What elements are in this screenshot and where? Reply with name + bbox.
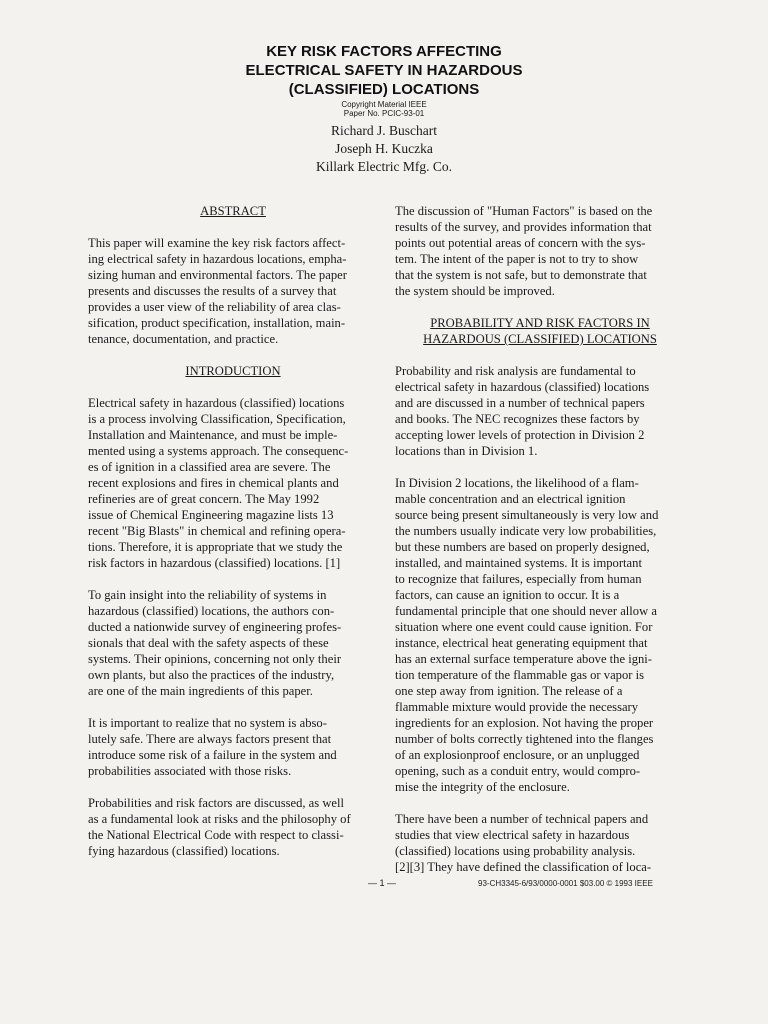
text-line: lutely safe. There are always factors present that	[88, 732, 332, 746]
copyright-line: Copyright Material IEEE	[341, 100, 427, 109]
text-line: accepting lower levels of protection in Division 2	[395, 428, 645, 442]
title-line: (CLASSIFIED) LOCATIONS	[288, 81, 480, 98]
text-line: This paper will examine the key risk factors affect-	[88, 236, 346, 250]
text-line: introduce some risk of a failure in the system and	[88, 748, 337, 762]
text-line: is a process involving Classification, Specification,	[88, 412, 346, 426]
text-line: ducted a nationwide survey of engineering profes-	[88, 620, 342, 634]
introduction-paragraph	[88, 395, 378, 571]
text-line: presents and discusses the results of a survey that	[88, 284, 337, 298]
text-line: of an explosionproof enclosure, or an unplugged	[395, 748, 640, 762]
text-line: es of ignition in a classified area are severe. The	[88, 460, 331, 474]
text-line: fying hazardous (classified) locations.	[88, 844, 280, 858]
text-line: instance, electrical heat generating equipment that	[395, 636, 648, 650]
section-heading	[395, 315, 685, 347]
text-line: refineries are of great concern. The May 1992	[88, 492, 320, 506]
author-block	[0, 122, 768, 176]
abstract-paragraph	[88, 235, 378, 347]
title-line: KEY RISK FACTORS AFFECTING	[266, 43, 502, 60]
text-line: mented using a systems approach. The consequenc-	[88, 444, 349, 458]
text-line: own plants, but also the practices of the industry,	[88, 668, 335, 682]
text-line: fundamental principle that one should never allow a	[395, 604, 657, 618]
text-line: locations than in Division 1.	[395, 444, 538, 458]
text-line: sification, product specification, installation, main-	[88, 316, 346, 330]
introduction-paragraph	[88, 587, 378, 699]
text-line: provides a user view of the reliability of area clas-	[88, 300, 341, 314]
author-name: Joseph H. Kuczka	[335, 141, 433, 156]
page-number: — 1 —	[368, 878, 397, 888]
text-line: number of bolts correctly tightened into the flanges	[395, 732, 654, 746]
publication-code: 93-CH3345-6/93/0000-0001 $03.00 © 1993 IEEE	[478, 879, 653, 888]
text-line: as a fundamental look at risks and the philosophy of	[88, 812, 351, 826]
text-line: sionals that deal with the safety aspects of these	[88, 636, 329, 650]
introduction-paragraph	[88, 795, 378, 859]
paper-title	[0, 42, 768, 99]
text-line: In Division 2 locations, the likelihood of a flam-	[395, 476, 639, 490]
text-line: flammable mixture would provide the necessary	[395, 700, 639, 714]
text-line: the National Electrical Code with respect to classi-	[88, 828, 344, 842]
right-column	[395, 203, 685, 875]
introduction-heading: INTRODUCTION	[185, 364, 281, 378]
text-line: source being present simultaneously is very low and	[395, 508, 659, 522]
text-line: are one of the main ingredients of this paper.	[88, 684, 313, 698]
text-line: one step away from ignition. The release of a	[395, 684, 623, 698]
text-line: tenance, documentation, and practice.	[88, 332, 279, 346]
text-line: hazardous (classified) locations, the authors con-	[88, 604, 335, 618]
text-line: and are discussed in a number of technical papers	[395, 396, 645, 410]
body-paragraph	[395, 363, 685, 459]
text-line: the numbers usually indicate very low probabilities,	[395, 524, 657, 538]
text-line: The discussion of "Human Factors" is based on the	[395, 204, 653, 218]
copyright-notice	[0, 100, 768, 118]
text-line: results of the survey, and provides information that	[395, 220, 652, 234]
text-line: It is important to realize that no system is abso-	[88, 716, 327, 730]
text-line: ing electrical safety in hazardous locations, empha-	[88, 252, 347, 266]
text-line: Installation and Maintenance, and must be imple-	[88, 428, 338, 442]
body-paragraph	[395, 203, 685, 299]
text-line: opening, such as a conduit entry, would compro-	[395, 764, 641, 778]
text-line: tem. The intent of the paper is not to try to show	[395, 252, 639, 266]
text-line: mable concentration and an electrical ignition	[395, 492, 626, 506]
text-line: points out potential areas of concern with the sys-	[395, 236, 646, 250]
title-line: ELECTRICAL SAFETY IN HAZARDOUS	[245, 62, 523, 79]
text-line: situation where one event could cause ignition. For	[395, 620, 653, 634]
section-heading-line: HAZARDOUS (CLASSIFIED) LOCATIONS	[423, 332, 657, 346]
text-line: studies that view electrical safety in hazardous	[395, 828, 630, 842]
text-line: to recognize that failures, especially from human	[395, 572, 642, 586]
body-paragraph	[395, 811, 685, 875]
left-column	[88, 203, 378, 859]
text-line: has an external surface temperature above the igni-	[395, 652, 652, 666]
text-line: systems. Their opinions, concerning not only their	[88, 652, 342, 666]
text-line: but these numbers are based on properly designed,	[395, 540, 650, 554]
text-line: issue of Chemical Engineering magazine lists 13	[88, 508, 334, 522]
text-line: mise the integrity of the enclosure.	[395, 780, 570, 794]
text-line: To gain insight into the reliability of systems in	[88, 588, 327, 602]
introduction-paragraph	[88, 715, 378, 779]
text-line: (classified) locations using probability analysis.	[395, 844, 636, 858]
text-line: There have been a number of technical papers and	[395, 812, 649, 826]
section-heading-line: PROBABILITY AND RISK FACTORS IN	[430, 316, 650, 330]
text-line: sizing human and environmental factors. The paper	[88, 268, 347, 282]
text-line: probabilities associated with those risks.	[88, 764, 292, 778]
text-line: Probability and risk analysis are fundamental to	[395, 364, 636, 378]
text-line: recent "Big Blasts" in chemical and refining opera-	[88, 524, 346, 538]
body-paragraph	[395, 475, 685, 795]
text-line: tion temperature of the flammable gas or vapor is	[395, 668, 644, 682]
text-line: and books. The NEC recognizes these factors by	[395, 412, 640, 426]
text-line: factors, can cause an ignition to occur. It is a	[395, 588, 620, 602]
text-line: Probabilities and risk factors are discussed, as well	[88, 796, 345, 810]
text-line: that the system is not safe, but to demonstrate that	[395, 268, 647, 282]
text-line: recent explosions and fires in chemical plants and	[88, 476, 339, 490]
text-line: tions. Therefore, it is appropriate that we study the	[88, 540, 343, 554]
text-line: ingredients for an explosion. Not having the proper	[395, 716, 654, 730]
author-affiliation: Killark Electric Mfg. Co.	[315, 159, 453, 174]
text-line: installed, and maintained systems. It is important	[395, 556, 642, 570]
text-line: Electrical safety in hazardous (classified) locations	[88, 396, 345, 410]
text-line: risk factors in hazardous (classified) locations. [1]	[88, 556, 341, 570]
page-footer	[0, 878, 768, 892]
abstract-heading: ABSTRACT	[200, 204, 266, 218]
text-line: the system should be improved.	[395, 284, 555, 298]
text-line: electrical safety in hazardous (classified) locations	[395, 380, 650, 394]
author-name: Richard J. Buschart	[330, 123, 438, 138]
paper-number: Paper No. PCIC-93-01	[343, 109, 425, 118]
text-line: [2][3] They have defined the classification of loca-	[395, 860, 652, 874]
